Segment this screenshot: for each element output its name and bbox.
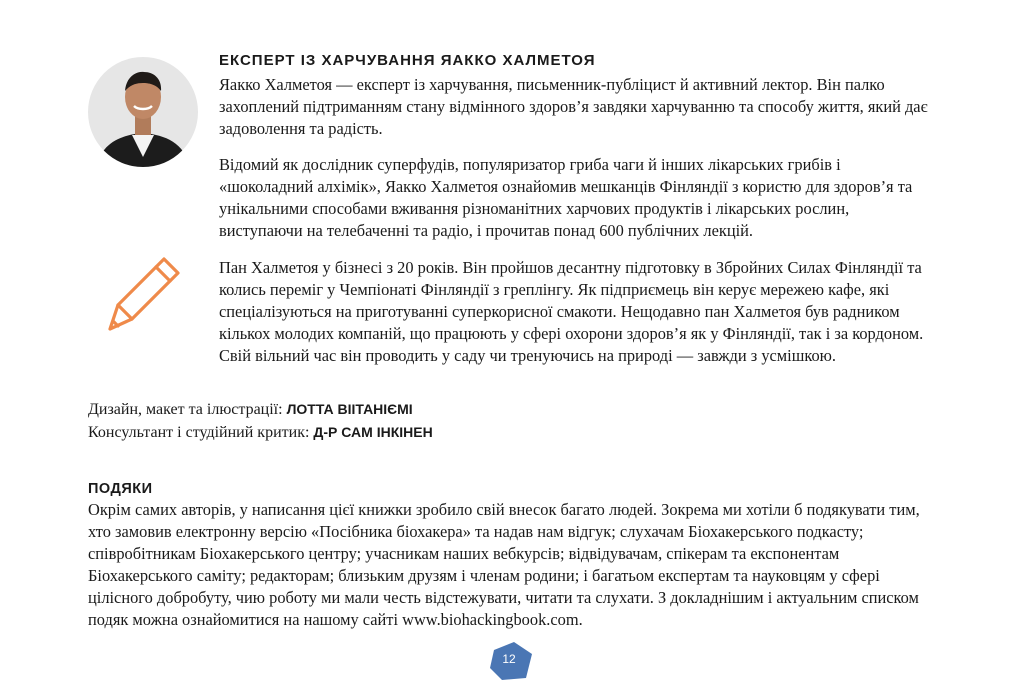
thanks-heading: ПОДЯКИ [88,481,153,497]
credit-design-name: ЛОТТА ВІІТАНІЄМІ [286,401,413,417]
credits [88,398,433,444]
credit-design-label: Дизайн, макет та ілюстрації: [88,401,287,418]
credit-consultant-label: Консультант і студійний критик: [88,424,314,441]
author-paragraph-3: Пан Халметоя у бізнесі з 20 років. Він пройшов десантну підготовку в Збройних Силах Фінляндії та колись переміг у Чемпіонаті Фінляндії з греплінгу. Як підприємець він керує мережею кафе, які спеціалізуються на приготуванні суперкорисної смакоти. Нещодавно пан Халметоя був радником кількох молодих компаній, що працюють у сфері охорони здоров’я як у Фінляндії, так і за кордоном. Свій вільний час він проводить у саду чи тренуючись на природі — завжди з усмішкою. [219,258,924,365]
author-portrait [88,57,198,167]
page-number-badge [488,640,534,682]
credit-design [88,398,433,421]
pencil-icon [104,255,182,335]
credit-consultant-name: Д-Р САМ ІНКІНЕН [313,424,433,440]
author-paragraph-1: Яакко Халметоя — експерт із харчування, письменник-публіцист й активний лектор. Він палко захоплений підтриманням стану відмінного здоров’я завдяки харчуванню та способу життя, який дає задоволення та радість. [219,75,928,138]
author-paragraph-2: Відомий як дослідник суперфудів, популяризатор гриба чаги й інших лікарських грибів і «шоколадний алхімік», Яакко Халметоя ознайомив мешканців Фінляндії з користю для здоров’я та унікальними способами вживання різноманітних харчових продуктів і лікарських рослин, виступаючи на телебаченні та радіо, і прочитав понад 600 публічних лекцій. [219,155,913,240]
author-heading: ЕКСПЕРТ ІЗ ХАРЧУВАННЯ ЯАККО ХАЛМЕТОЯ [219,52,596,69]
credit-consultant [88,421,433,444]
page-number: 12 [502,652,516,666]
thanks-paragraph: Окрім самих авторів, у написання цієї книжки зробило свій внесок багато людей. Зокрема ми хотіли б подякувати тим, хто замовив електронну версію «Посібника біохакера» та надав нам відгук; слухачам Біохакерського подкасту; співробітникам Біохакерського центру; учасникам наших вебкурсів; відвідувачам, спікерам та експонентам Біохакерського саміту; редакторам; близьким друзям і членам родини; і багатьом експертам та науковцям у сфері цілісного добробуту, чию роботу ми мали честь відстежувати, читати та слухати. З докладнішим і актуальним списком подяк можна ознайомитися на нашому сайті www.biohackingbook.com. [88,500,920,629]
